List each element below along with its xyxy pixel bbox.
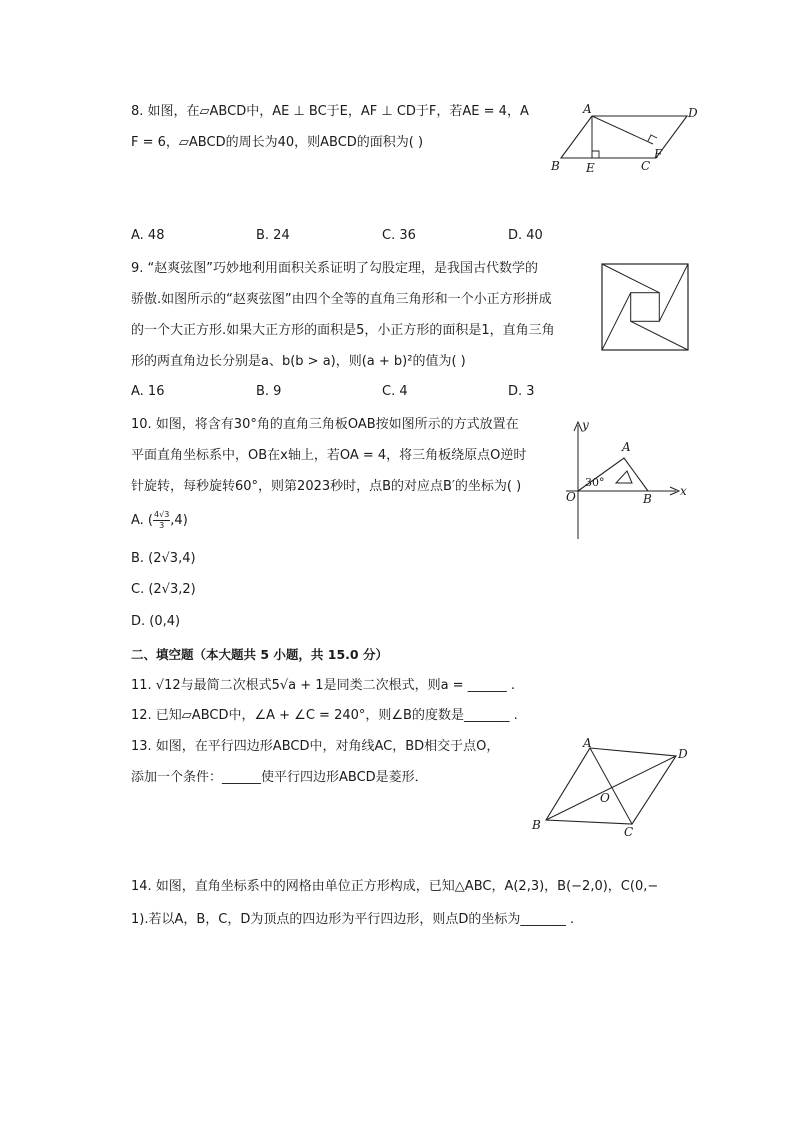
question-8-parallelogram-figure: [545, 100, 725, 178]
q10-option-b[interactable]: B. (2√3,4): [131, 551, 196, 566]
question-10-line-3: 针旋转，每秒旋转60°，则第2023秒时，点B的对应点B′的坐标为( ): [131, 479, 522, 494]
question-10-line-2: 平面直角坐标系中，OB在x轴上，若OA = 4，将三角板绕原点O逆时: [131, 448, 527, 463]
section-2-heading: 二、填空题（本大题共 5 小题，共 15.0 分）: [131, 647, 388, 662]
q9-option-d[interactable]: D. 3: [508, 384, 535, 399]
label-A: A: [622, 440, 631, 454]
q10-option-a-suffix: ,4): [170, 513, 188, 528]
question-9-line-1: 9. “赵爽弦图”巧妙地利用面积关系证明了勾股定理，是我国古代数学的: [131, 261, 539, 276]
q10-option-a[interactable]: [131, 510, 188, 544]
question-8-line-1: 8. 如图，在▱ABCD中，AE ⊥ BC于E，AF ⊥ CD于F，若AE = 4，A: [131, 104, 529, 119]
fraction-numerator: 4√3: [154, 510, 170, 519]
question-13-line-1: 13. 如图，在平行四边形ABCD中，对角线AC，BD相交于点O，: [131, 739, 500, 754]
question-11: 11. √12与最简二次根式5√a + 1是同类二次根式，则a = ______ .: [131, 678, 515, 693]
label-O: O: [566, 490, 576, 504]
label-angle-30: 30°: [585, 476, 605, 489]
label-B: B: [643, 492, 652, 506]
label-C: C: [641, 159, 651, 173]
q8-option-b[interactable]: B. 24: [256, 228, 290, 243]
fraction-denominator: 3: [159, 521, 165, 530]
question-13-line-2: 添加一个条件：______使平行四边形ABCD是菱形．: [131, 770, 428, 785]
label-B: B: [551, 159, 560, 173]
q8-option-d[interactable]: D. 40: [508, 228, 543, 243]
question-14-line-2: 1).若以A，B，C，D为顶点的四边形为平行四边形，则点D的坐标为_______ .: [131, 912, 575, 927]
q9-option-b[interactable]: B. 9: [256, 384, 282, 399]
label-A: A: [583, 102, 592, 116]
label-O: O: [600, 791, 610, 805]
question-14-line-1: 14. 如图，直角坐标系中的网格由单位正方形构成，已知△ABC，A(2,3)，B(−2,0)，C(0,−: [131, 879, 659, 894]
question-8-line-2: F = 6，▱ABCD的周长为40，则ABCD的面积为( ): [131, 135, 424, 150]
label-B: B: [532, 818, 541, 832]
q9-option-a[interactable]: A. 16: [131, 384, 165, 399]
question-13-rhombus-figure: [528, 735, 708, 840]
question-12: 12. 已知▱ABCD中，∠A + ∠C = 240°，则∠B的度数是_______ .: [131, 708, 518, 723]
q10-option-a-fraction: [153, 510, 170, 531]
q10-option-d[interactable]: D. (0,4): [131, 614, 181, 629]
label-F: F: [654, 147, 663, 161]
label-D: D: [688, 106, 698, 120]
question-9-line-2: 骄傲.如图所示的“赵爽弦图”由四个全等的直角三角形和一个小正方形拼成: [131, 292, 552, 307]
label-C: C: [624, 825, 634, 839]
q10-option-c[interactable]: C. (2√3,2): [131, 582, 196, 597]
q8-option-a[interactable]: A. 48: [131, 228, 165, 243]
q10-option-a-prefix: A. (: [131, 513, 154, 528]
label-E: E: [586, 161, 595, 175]
q9-option-c[interactable]: C. 4: [382, 384, 408, 399]
q8-option-c[interactable]: C. 36: [382, 228, 416, 243]
label-D: D: [678, 747, 688, 761]
label-y: y: [582, 418, 589, 432]
question-9-zhao-shuang-figure: [601, 263, 691, 353]
label-A: A: [583, 736, 592, 750]
question-9-line-3: 的一个大正方形.如果大正方形的面积是5，小正方形的面积是1，直角三角: [131, 323, 555, 338]
question-9-line-4: 形的两直角边长分别是a、b(b > a)，则(a + b)²的值为( ): [131, 354, 466, 369]
label-x: x: [680, 484, 687, 498]
question-10-line-1: 10. 如图，将含有30°角的直角三角板OAB按如图所示的方式放置在: [131, 417, 519, 432]
question-10-coordinate-figure: [560, 415, 700, 543]
